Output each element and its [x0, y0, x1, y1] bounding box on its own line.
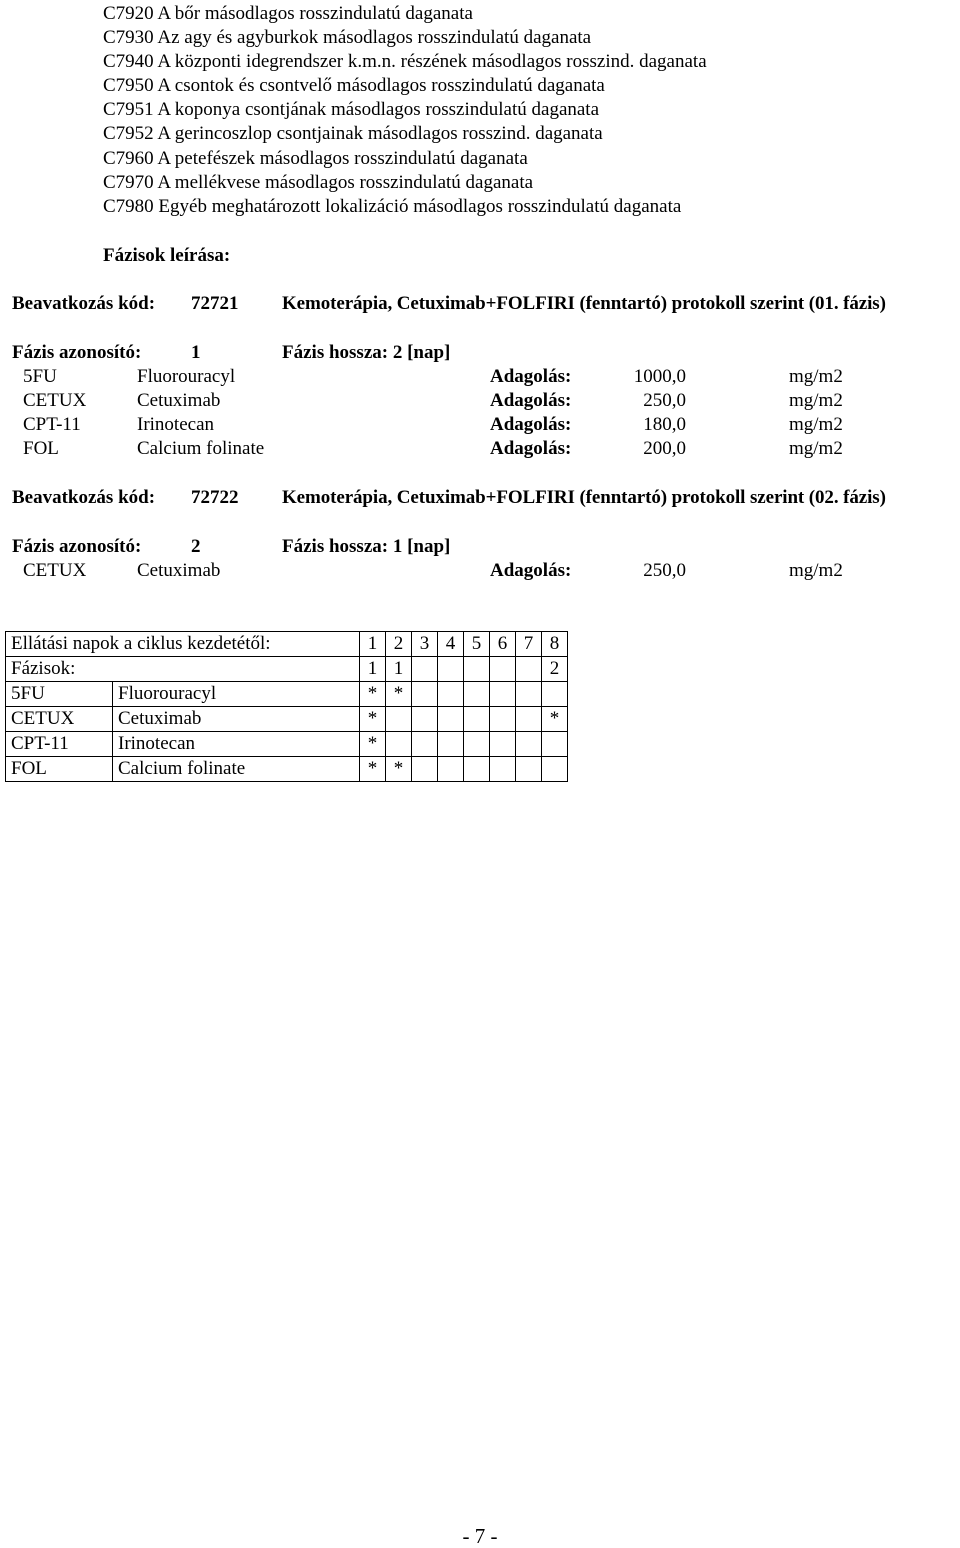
day-cell: 7: [516, 632, 542, 657]
mark-cell: [412, 732, 438, 757]
mark-cell: *: [386, 682, 412, 707]
phase-length: Fázis hossza: 1 [nap]: [282, 536, 451, 557]
mark-cell: [490, 757, 516, 782]
page-number: - 7 -: [462, 1524, 498, 1548]
drug-code: 5FU: [23, 366, 57, 387]
dose-value: 200,0: [643, 438, 686, 459]
dose-label: Adagolás:: [490, 366, 572, 387]
phase-cell: 1: [360, 657, 386, 682]
intervention-description: Kemoterápia, Cetuximab+FOLFIRI (fenntartó) protokoll szerint (01. fázis): [282, 293, 886, 314]
diagnosis-line: C7952 A gerincoszlop csontjainak másodlagos rosszind. daganata: [103, 123, 603, 144]
schedule-header-row: [6, 632, 568, 657]
dose-label: Adagolás:: [490, 390, 572, 411]
phase-cell: 2: [542, 657, 568, 682]
mark-cell: [516, 682, 542, 707]
phase-cell: [490, 657, 516, 682]
diagnosis-line: C7940 A központi idegrendszer k.m.n. részének másodlagos rosszind. daganata: [103, 51, 707, 72]
dose-unit: mg/m2: [789, 560, 843, 581]
dose-unit: mg/m2: [789, 414, 843, 435]
drug-code: CETUX: [23, 560, 87, 581]
schedule-drug-row: [6, 757, 568, 782]
phase-id-label: Fázis azonosító:: [12, 342, 142, 363]
drug-name: Cetuximab: [113, 707, 360, 732]
mark-cell: *: [542, 707, 568, 732]
drug-name: Fluorouracyl: [113, 682, 360, 707]
day-cell: 1: [360, 632, 386, 657]
intervention-code-label: Beavatkozás kód:: [12, 487, 156, 508]
mark-cell: [516, 707, 542, 732]
mark-cell: [542, 757, 568, 782]
mark-cell: [464, 732, 490, 757]
dose-value: 180,0: [643, 414, 686, 435]
mark-cell: [542, 682, 568, 707]
schedule-drug-row: [6, 732, 568, 757]
phases-heading: Fázisok leírása:: [103, 245, 231, 266]
diagnosis-line: C7951 A koponya csontjának másodlagos rosszindulatú daganata: [103, 99, 600, 120]
schedule-phases-row: [6, 657, 568, 682]
day-cell: 2: [386, 632, 412, 657]
drug-code: FOL: [6, 757, 113, 782]
intervention-description: Kemoterápia, Cetuximab+FOLFIRI (fenntartó) protokoll szerint (02. fázis): [282, 487, 886, 508]
drug-code: CETUX: [23, 390, 87, 411]
diagnosis-line: C7950 A csontok és csontvelő másodlagos rosszindulatú daganata: [103, 75, 605, 96]
mark-cell: [386, 732, 412, 757]
mark-cell: [516, 757, 542, 782]
intervention-code-label: Beavatkozás kód:: [12, 293, 156, 314]
mark-cell: [464, 707, 490, 732]
drug-code: 5FU: [6, 682, 113, 707]
dose-label: Adagolás:: [490, 414, 572, 435]
dose-label: Adagolás:: [490, 560, 572, 581]
day-cell: 4: [438, 632, 464, 657]
mark-cell: [438, 682, 464, 707]
diagnosis-line: C7920 A bőr másodlagos rosszindulatú daganata: [103, 3, 473, 24]
dose-unit: mg/m2: [789, 390, 843, 411]
dose-label: Adagolás:: [490, 438, 572, 459]
mark-cell: [490, 732, 516, 757]
drug-name: Fluorouracyl: [137, 366, 236, 387]
diagnosis-line: C7960 A petefészek másodlagos rosszindulatú daganata: [103, 148, 528, 169]
mark-cell: [438, 732, 464, 757]
mark-cell: [412, 757, 438, 782]
drug-code: CETUX: [6, 707, 113, 732]
drug-name: Irinotecan: [113, 732, 360, 757]
mark-cell: [542, 732, 568, 757]
phase-cell: [412, 657, 438, 682]
phase-cell: [464, 657, 490, 682]
phase-cell: [438, 657, 464, 682]
phase-id: 2: [191, 536, 201, 557]
mark-cell: [464, 757, 490, 782]
phases-label: Fázisok:: [6, 657, 360, 682]
phase-id-label: Fázis azonosító:: [12, 536, 142, 557]
drug-name: Irinotecan: [137, 414, 215, 435]
mark-cell: [438, 757, 464, 782]
mark-cell: [490, 707, 516, 732]
dose-unit: mg/m2: [789, 438, 843, 459]
drug-code: CPT-11: [6, 732, 113, 757]
drug-code: FOL: [23, 438, 59, 459]
diagnosis-line: C7980 Egyéb meghatározott lokalizáció másodlagos rosszindulatú daganata: [103, 196, 682, 217]
dose-unit: mg/m2: [789, 366, 843, 387]
mark-cell: [438, 707, 464, 732]
mark-cell: [464, 682, 490, 707]
phase-cell: [516, 657, 542, 682]
schedule-table: [5, 631, 568, 782]
drug-name: Calcium folinate: [113, 757, 360, 782]
drug-name: Cetuximab: [137, 390, 221, 411]
day-cell: 6: [490, 632, 516, 657]
diagnosis-line: C7970 A mellékvese másodlagos rosszindulatú daganata: [103, 172, 534, 193]
mark-cell: *: [360, 757, 386, 782]
drug-code: CPT-11: [23, 414, 81, 435]
drug-name: Calcium folinate: [137, 438, 265, 459]
mark-cell: *: [360, 682, 386, 707]
phase-length: Fázis hossza: 2 [nap]: [282, 342, 451, 363]
dose-value: 1000,0: [633, 366, 686, 387]
day-cell: 5: [464, 632, 490, 657]
mark-cell: [490, 682, 516, 707]
day-cell: 3: [412, 632, 438, 657]
mark-cell: *: [360, 707, 386, 732]
mark-cell: [412, 682, 438, 707]
drug-name: Cetuximab: [137, 560, 221, 581]
mark-cell: [516, 732, 542, 757]
diagnosis-line: C7930 Az agy és agyburkok másodlagos rosszindulatú daganata: [103, 27, 592, 48]
intervention-code: 72721: [191, 293, 239, 314]
intervention-code: 72722: [191, 487, 239, 508]
phase-id: 1: [191, 342, 201, 363]
dose-value: 250,0: [643, 390, 686, 411]
day-cell: 8: [542, 632, 568, 657]
mark-cell: *: [386, 757, 412, 782]
mark-cell: [412, 707, 438, 732]
dose-value: 250,0: [643, 560, 686, 581]
schedule-drug-row: [6, 682, 568, 707]
phase-cell: 1: [386, 657, 412, 682]
schedule-drug-row: [6, 707, 568, 732]
mark-cell: *: [360, 732, 386, 757]
schedule-header-label: Ellátási napok a ciklus kezdetétől:: [6, 632, 360, 657]
mark-cell: [386, 707, 412, 732]
